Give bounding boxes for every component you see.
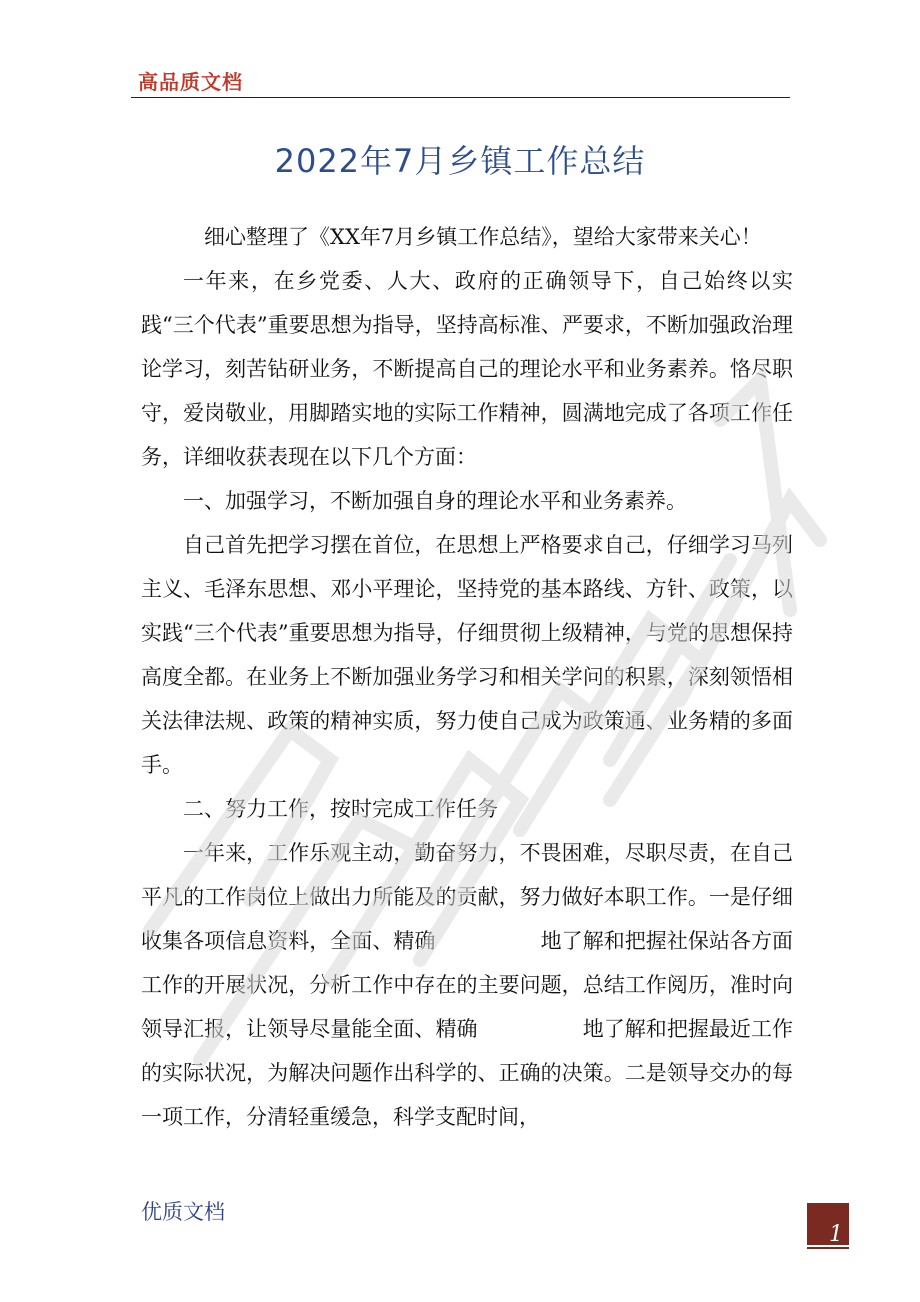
body-paragraph: 自己首先把学习摆在首位，在思想上严格要求自己，仔细学习马列主义、毛泽东思想、邓小平理论，坚持党的基本路线、方针、政策，以实践“三个代表”重要思想为指导，仔细贯彻上级精神，与党的思想保持高度全都。在业务上不断加强业务学习和相关学问的积累，深刻领悟相关法律法规、政策的精神实质，努力使自己成为政策通、业务精的多面手。: [141, 533, 793, 777]
intro-paragraph: 细心整理了《XX年7月乡镇工作总结》，望给大家带来关心！: [204, 225, 762, 249]
header-brand: 高品质文档: [138, 70, 243, 94]
document-body: [141, 215, 793, 1139]
document-title: 2022年7月乡镇工作总结: [274, 142, 646, 180]
page-number-badge: [807, 1203, 849, 1249]
body-paragraph: 一年来，在乡党委、人大、政府的正确领导下，自己始终以实践“三个代表”重要思想为指导，坚持高标准、严要求，不断加强政治理论学习，刻苦钻研业务，不断提高自己的理论水平和业务素养。恪尽职守，爱岗敬业，用脚踏实地的实际工作精神，圆满地完成了各项工作任务，详细收获表现在以下几个方面：: [141, 269, 793, 469]
section-heading: 一、加强学习，不断加强自身的理论水平和业务素养。: [183, 489, 687, 513]
page-number-underline: [803, 1245, 853, 1247]
page-number: 1: [829, 1222, 843, 1247]
body-paragraph: 一年来，工作乐观主动，勤奋努力，不畏困难，尽职尽责，在自己平凡的工作岗位上做出力所能及的贡献，努力做好本职工作。一是仔细收集各项信息资料，全面、精确 地了解和把握社保站各方面工作的开展状况，分析工作中存在的主要问题，总结工作阅历，准时向领导汇报，让领导尽量能全面、精确 地了解和把握最近工作的实际状况，为解决问题作出科学的、正确的决策。二是领导交办的每一项工作，分清轻重缓急，科学支配时间，: [141, 841, 793, 1129]
section-heading: 二、努力工作，按时完成工作任务: [183, 797, 498, 821]
footer-label: 优质文档: [141, 1200, 225, 1224]
header-divider: [131, 97, 790, 98]
